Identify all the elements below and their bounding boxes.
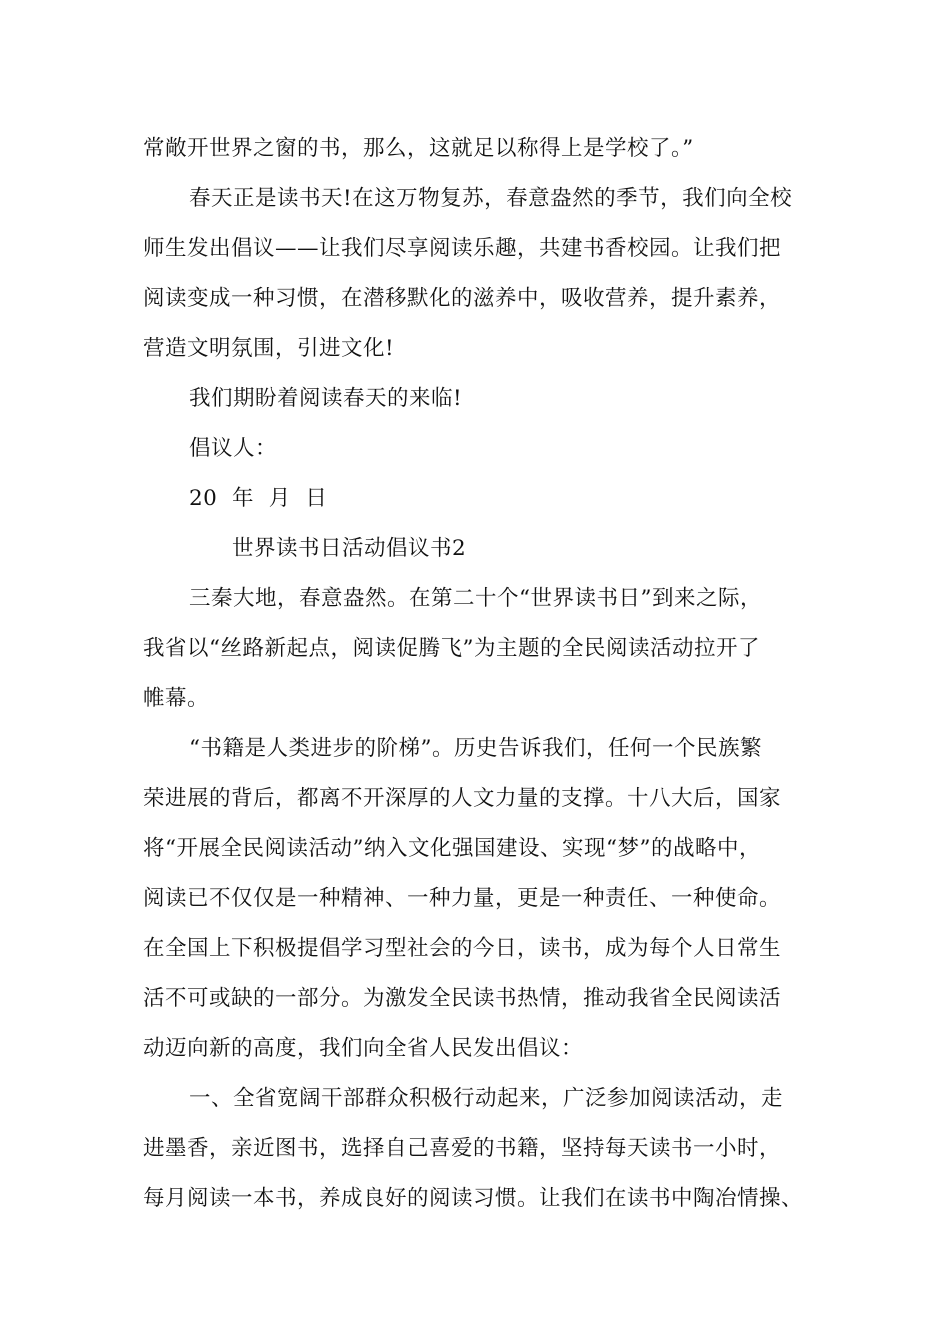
text-line: 动迈向新的高度，我们向全省人民发出倡议：: [143, 1036, 584, 1061]
text-line: 帷幕。: [143, 686, 210, 711]
signature-label: 倡议人：: [189, 436, 278, 461]
text-line: 营造文明氛围，引进文化!: [143, 336, 395, 361]
text-line: 每月阅读一本书，养成良好的阅读习惯。让我们在读书中陶冶情操、: [143, 1186, 804, 1211]
text-line: 阅读已不仅仅是一种精神、一种力量，更是一种责任、一种使命。: [143, 886, 782, 911]
text-line: 常敞开世界之窗的书，那么，这就足以称得上是学校了。”: [143, 136, 694, 161]
text-line: 将“开展全民阅读活动”纳入文化强国建设、实现“梦”的战略中，: [143, 836, 761, 861]
text-line: 活不可或缺的一部分。为激发全民读书热情，推动我省全民阅读活: [143, 986, 782, 1011]
date-line: 20 年 月 日: [189, 486, 328, 511]
paragraph-first-line: 一、全省宽阔干部群众积极行动起来，广泛参加阅读活动，走: [189, 1086, 784, 1111]
text-line: 阅读变成一种习惯，在潜移默化的滋养中，吸收营养，提升素养，: [143, 286, 782, 311]
paragraph-first-line: “书籍是人类进步的阶梯”。历史告诉我们，任何一个民族繁: [189, 736, 762, 761]
text-line: 进墨香，亲近图书，选择自己喜爱的书籍，坚持每天读书一小时，: [143, 1136, 782, 1161]
text-line: 我省以“丝路新起点，阅读促腾飞”为主题的全民阅读活动拉开了: [143, 636, 760, 661]
text-line: 在全国上下积极提倡学习型社会的今日，读书，成为每个人日常生: [143, 936, 782, 961]
text-line: 荣进展的背后，都离不开深厚的人文力量的支撑。十八大后，国家: [143, 786, 782, 811]
paragraph-first-line: 春天正是读书天!在这万物复苏，春意盎然的季节，我们向全校: [189, 186, 793, 211]
text-line: 师生发出倡议——让我们尽享阅读乐趣，共建书香校园。让我们把: [143, 236, 782, 261]
paragraph-first-line: 三秦大地，春意盎然。在第二十个“世界读书日”到来之际，: [189, 586, 762, 611]
paragraph-first-line: 我们期盼着阅读春天的来临!: [189, 386, 463, 411]
section-title: 世界读书日活动倡议书2: [232, 536, 467, 561]
